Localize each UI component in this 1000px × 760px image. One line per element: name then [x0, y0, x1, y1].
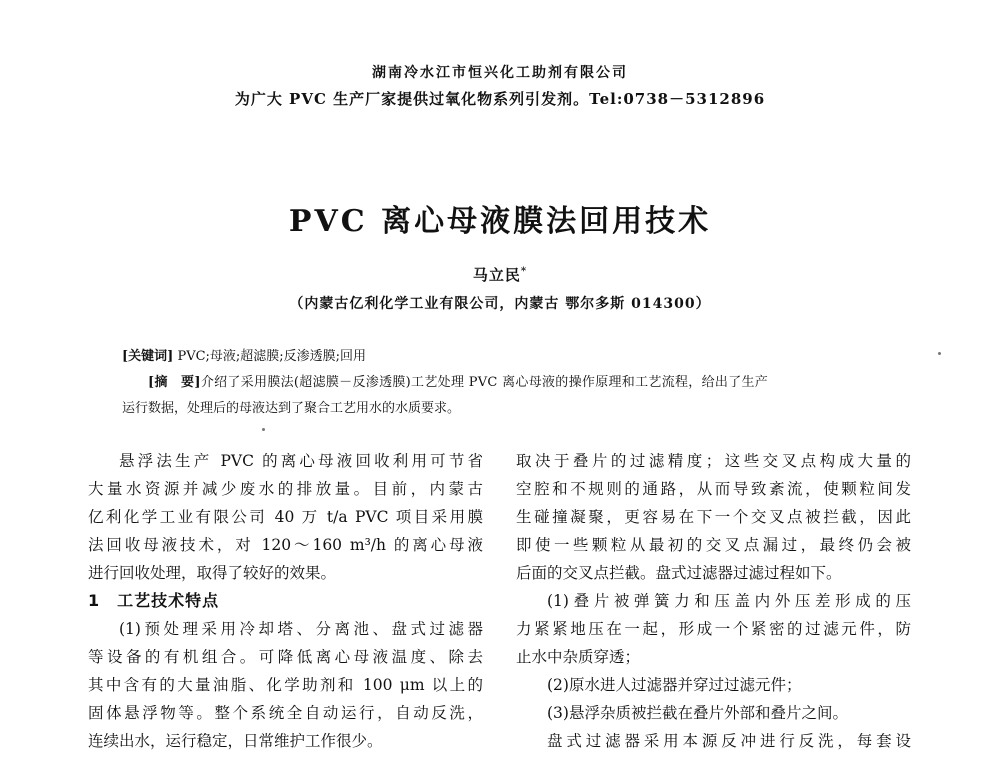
body-column-left: [88, 447, 483, 755]
body-line: 大量水资源并减少废水的排放量。目前，内蒙古: [88, 480, 483, 498]
body-line: (3)悬浮杂质被拦截在叠片外部和叠片之间。: [547, 704, 848, 722]
body-line: (1)叠片被弹簧力和压盖内外压差形成的压: [547, 592, 911, 610]
body-line: 空腔和不规则的通路，从而导致紊流，使颗粒间发: [516, 480, 911, 498]
body-line: 法回收母液技术，对 120～160 m³/h 的离心母液: [88, 536, 483, 554]
author: [0, 264, 1000, 285]
keywords-label: [关键词]: [122, 349, 174, 364]
body-line: 止水中杂质穿透；: [516, 648, 641, 666]
affiliation: （内蒙古亿利化学工业有限公司，内蒙古 鄂尔多斯 014300）: [289, 296, 711, 312]
header-advert-text: 为广大 PVC 生产厂家提供过氧化物系列引发剂。Tel:0738－5312896: [234, 90, 766, 108]
body-line: 盘式过滤器采用本源反冲进行反洗，每套设: [547, 732, 911, 750]
body-line: 悬浮法生产 PVC 的离心母液回收利用可节省: [119, 452, 483, 470]
header-advertiser: 湖南冷水江市恒兴化工助剂有限公司: [372, 65, 628, 81]
body-line: 生碰撞凝聚，更容易在下一个交叉点被拦截，因此: [516, 508, 911, 526]
keywords: [122, 345, 366, 364]
body-line: 连续出水，运行稳定，日常维护工作很少。: [88, 732, 383, 750]
abstract-line-2: 运行数据，处理后的母液达到了聚合工艺用水的水质要求。: [122, 401, 461, 416]
section-heading: 1 工艺技术特点: [88, 591, 220, 610]
abstract-label: [摘 要]: [148, 375, 201, 390]
body-line: 后面的交叉点拦截。盘式过滤器过滤过程如下。: [516, 564, 842, 582]
body-line: (1)预处理采用冷却塔、分离池、盘式过滤器: [119, 620, 483, 638]
body-line: 亿利化学工业有限公司 40 万 t/a PVC 项目采用膜: [88, 508, 483, 526]
author-name: 马立民: [472, 266, 521, 284]
scan-speck: [938, 352, 941, 355]
scan-speck: [262, 428, 265, 431]
author-footnote-mark: *: [520, 266, 528, 277]
abstract-line-1: [摘 要]介绍了采用膜法(超滤膜－反渗透膜)工艺处理 PVC 离心母液的操作原理和工艺流程，给出了生产: [148, 375, 769, 390]
body-line: 其中含有的大量油脂、化学助剂和 100 μm 以上的: [88, 676, 483, 694]
body-line: (2)原水进人过滤器并穿过过滤元件；: [547, 676, 802, 694]
body-line: 力紧紧地压在一起，形成一个紧密的过滤元件，防: [516, 620, 911, 638]
body-line: 即使一些颗粒从最初的交叉点漏过，最终仍会被: [516, 536, 911, 554]
body-line: 取决于叠片的过滤精度；这些交叉点构成大量的: [516, 452, 911, 470]
keywords-text: PVC;母液;超滤膜;反渗透膜;回用: [173, 349, 367, 364]
body-line: 进行回收处理，取得了较好的效果。: [88, 564, 337, 582]
body-line: 固体悬浮物等。整个系统全自动运行，自动反洗，: [88, 704, 483, 722]
body-line: 等设备的有机组合。可降低离心母液温度、除去: [88, 648, 483, 666]
article-title: PVC 离心母液膜法回用技术: [288, 204, 712, 239]
body-column-right: [516, 447, 911, 755]
